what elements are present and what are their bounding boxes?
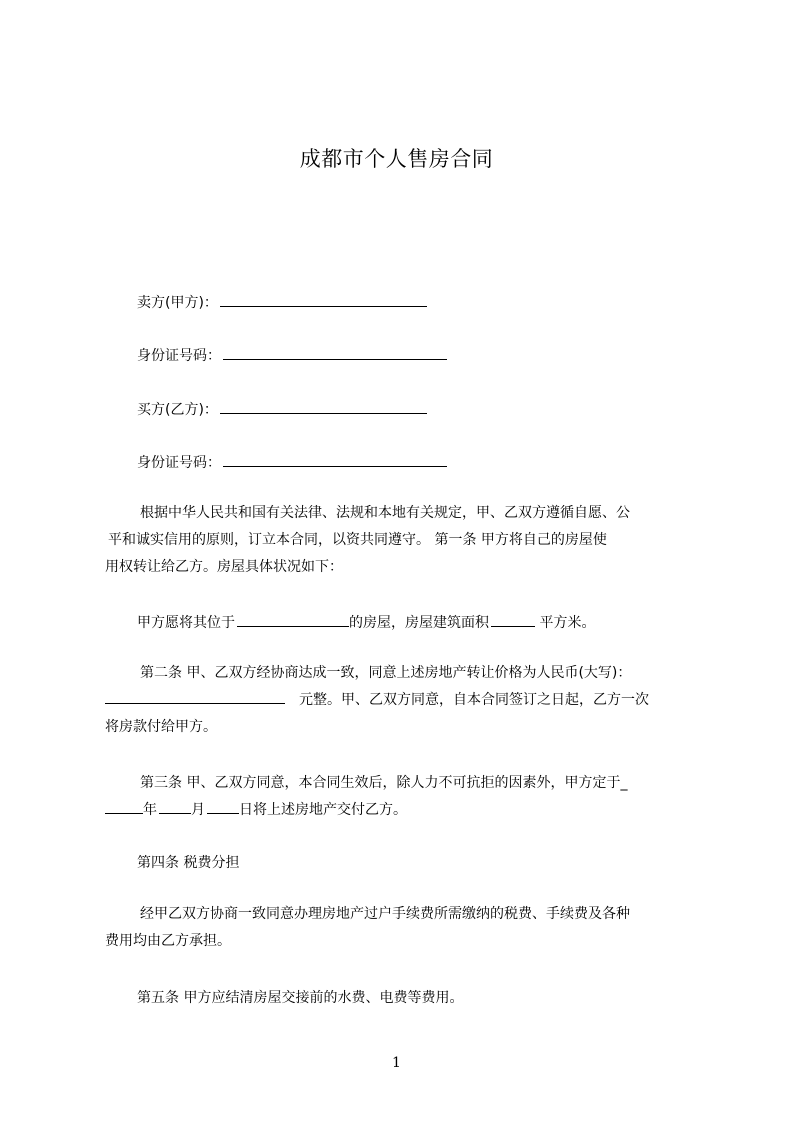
buyer-label: 买方(乙方)： <box>137 402 218 418</box>
property-area-unit: 平方米。 <box>535 615 596 631</box>
article-2 <box>105 660 701 741</box>
property-location-blank[interactable] <box>237 612 349 627</box>
article-5: 第五条 甲方应结清房屋交接前的水费、电费等费用。 <box>137 990 464 1006</box>
article-3 <box>105 770 701 824</box>
article-2-line-3: 将房款付给甲方。 <box>105 719 217 735</box>
article-4-body <box>105 901 701 955</box>
seller-blank[interactable] <box>220 292 427 307</box>
document-title: 成都市个人售房合同 <box>299 147 494 171</box>
buyer-id-field <box>137 452 447 472</box>
price-blank[interactable] <box>105 689 285 704</box>
property-location-paragraph <box>137 612 595 632</box>
year-blank[interactable] <box>105 799 143 814</box>
seller-id-field <box>137 345 447 365</box>
intro-line-3: 用权转让给乙方。房屋具体状况如下： <box>105 559 343 575</box>
article-3-line-2 <box>105 797 701 824</box>
buyer-id-label: 身份证号码： <box>137 455 221 471</box>
buyer-field <box>137 399 427 419</box>
day-blank[interactable] <box>207 799 239 814</box>
article-3-delivery-text: 日将上述房地产交付乙方。 <box>239 802 407 818</box>
article-2-line-1: 第二条 甲、乙双方经协商达成一致，同意上述房地产转让价格为人民币(大写)： <box>140 665 632 681</box>
intro-line-2: 平和诚实信用的原则，订立本合同，以资共同遵守。 第一条 甲方将自己的房屋使 <box>108 532 607 548</box>
seller-field <box>137 292 427 312</box>
article-4-line-2: 费用均由乙方承担。 <box>105 933 231 949</box>
month-blank[interactable] <box>159 799 191 814</box>
intro-line-1: 根据中华人民共和国有关法律、法规和本地有关规定，甲、乙双方遵循自愿、公 <box>140 505 630 521</box>
property-area-text: 的房屋，房屋建筑面积 <box>349 615 489 631</box>
intro-paragraph <box>105 500 701 581</box>
article-2-price-text: 元整。甲、乙双方同意，自本合同签订之日起，乙方一次 <box>299 692 649 708</box>
page-number: 1 <box>392 1055 401 1071</box>
article-4-heading: 第四条 税费分担 <box>137 855 240 871</box>
article-3-line-1: 第三条 甲、乙双方同意，本合同生效后，除人力不可抗拒的因素外，甲方定于_ <box>140 775 628 791</box>
seller-id-blank[interactable] <box>223 345 447 360</box>
article-2-line-2 <box>105 687 701 714</box>
year-label: 年 <box>143 802 157 818</box>
month-label: 月 <box>191 802 205 818</box>
article-4-line-1: 经甲乙双方协商一致同意办理房地产过户手续费所需缴纳的税费、手续费及各种 <box>140 906 630 922</box>
property-area-blank[interactable] <box>491 612 535 627</box>
seller-label: 卖方(甲方)： <box>137 295 218 311</box>
seller-id-label: 身份证号码： <box>137 348 221 364</box>
buyer-blank[interactable] <box>220 399 427 414</box>
property-location-text: 甲方愿将其位于 <box>137 615 235 631</box>
buyer-id-blank[interactable] <box>223 452 447 467</box>
